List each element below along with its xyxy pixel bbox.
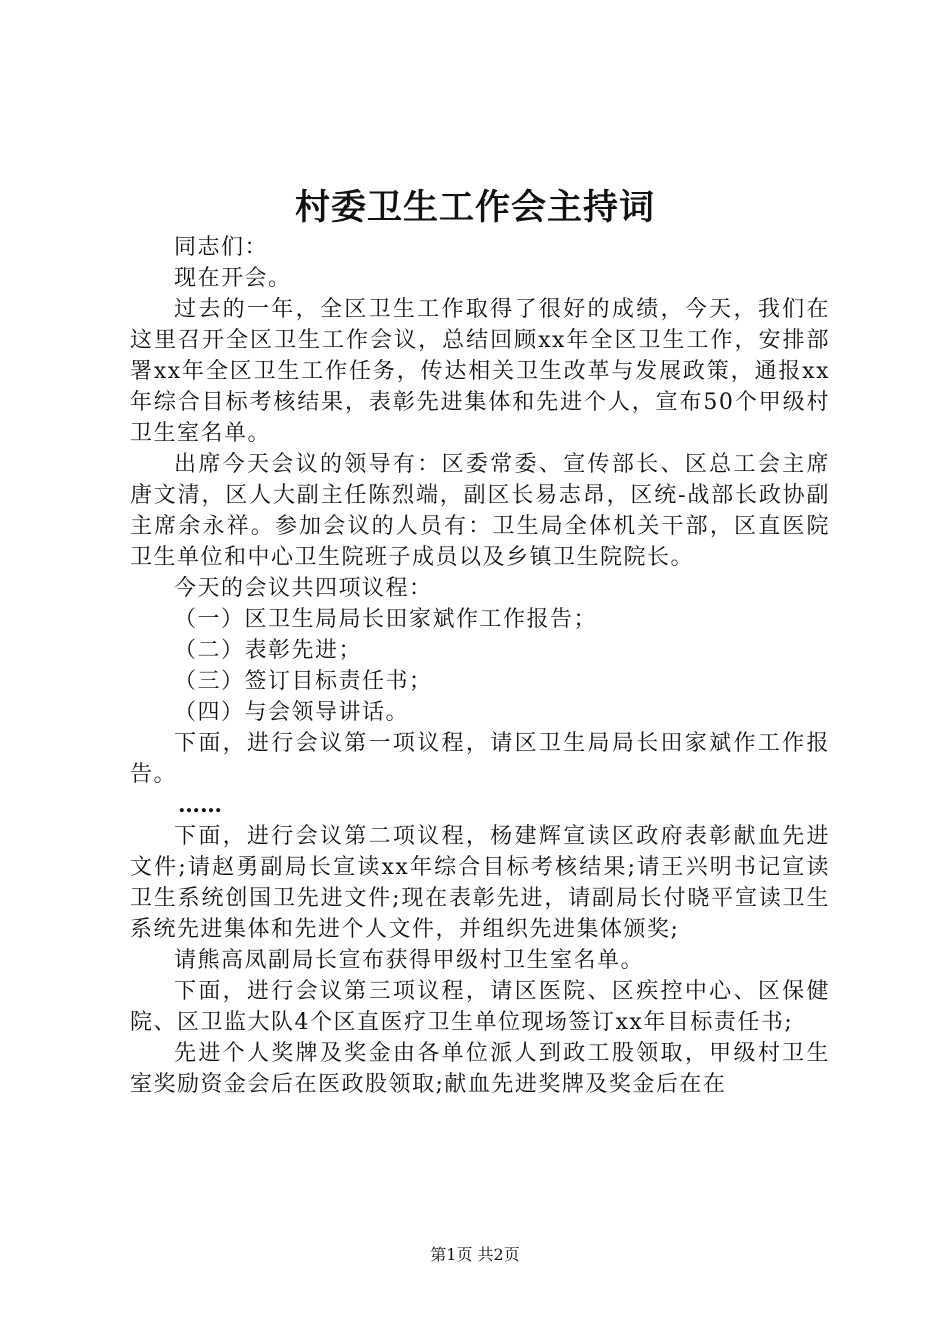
page-footer: 第1页 共2页 [430, 1245, 520, 1264]
document-title: 村委卫生工作会主持词 [294, 187, 655, 228]
paragraph-attendees: 出席今天会议的领导有：区委常委、宣传部长、区总工会主席唐文清，区人大副主任陈烈端，副区长易志昂，区统-战部长政协副主席余永祥。参加会议的人员有：卫生局全体机关干部，区直医院卫生单位和中心卫生院班子成员以及乡镇卫生院院长。 [130, 452, 830, 570]
ellipsis-marker: …… [178, 792, 222, 818]
agenda-item-1: （一）区卫生局局长田家斌作工作报告； [174, 607, 598, 632]
agenda-item-4: （四）与会领导讲话。 [174, 700, 410, 725]
opening-statement: 现在开会。 [174, 266, 292, 291]
paragraph-second-item: 下面，进行会议第二项议程，杨建辉宣读区政府表彰献血先进文件;请赵勇副局长宣读xx年综合目标考核结果;请王兴明书记宣读卫生系统创国卫先进文件;现在表彰先进，请副局长付晓平宣读卫生系统先进集体和先进个人文件，并组织先进集体颁奖; [130, 824, 830, 942]
agenda-item-3: （三）签订目标责任书； [174, 669, 433, 694]
paragraph-first-item: 下面，进行会议第一项议程，请区卫生局局长田家斌作工作报告。 [130, 731, 830, 787]
paragraph-awards: 先进个人奖牌及奖金由各单位派人到政工股领取，甲级村卫生室奖励资金会后在医政股领取;献血先进奖牌及奖金后在在 [130, 1041, 830, 1097]
salutation: 同志们： [174, 235, 269, 260]
agenda-item-2: （二）表彰先进； [174, 638, 363, 663]
paragraph-village-list: 请熊高凤副局长宣布获得甲级村卫生室名单。 [174, 948, 645, 973]
paragraph-review: 过去的一年，全区卫生工作取得了很好的成绩，今天，我们在这里召开全区卫生工作会议，总结回顾xx年全区卫生工作，安排部署xx年全区卫生工作任务，传达相关卫生改革与发展政策，通报xx年综合目标考核结果，表彰先进集体和先进个人，宣布50个甲级村卫生室名单。 [130, 297, 830, 446]
agenda-intro: 今天的会议共四项议程： [174, 576, 433, 601]
paragraph-third-item: 下面，进行会议第三项议程，请区医院、区疾控中心、区保健院、区卫监大队4个区直医疗卫生单位现场签订xx年目标责任书; [130, 979, 830, 1035]
document-body [130, 232, 830, 1100]
